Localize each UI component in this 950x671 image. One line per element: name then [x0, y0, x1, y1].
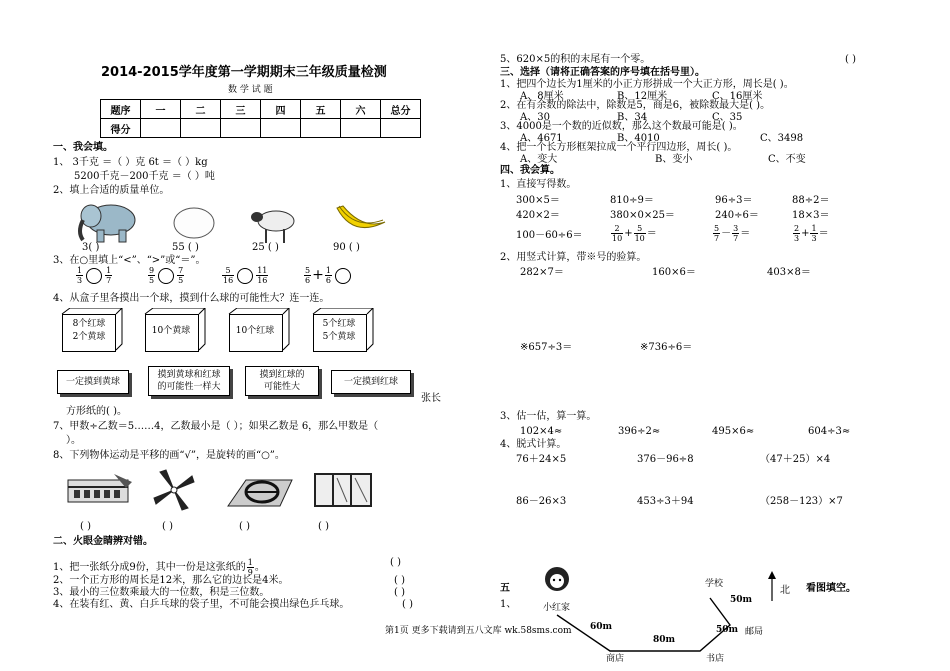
question-7a: 7、甲数÷乙数＝5……4，乙数最小是（ ）；如果乙数是 6，那么甲数是（ [53, 421, 379, 432]
judge-paren[interactable]: ( ) [394, 575, 405, 586]
compare-item-1 [75, 266, 113, 285]
abacus-icon [66, 472, 134, 508]
footer: 第1页 更多下载请到五八文库 wk.58sms.com [385, 626, 572, 636]
choice-option[interactable]: C、16厘米 [712, 91, 763, 102]
judge-paren[interactable]: ( ) [394, 587, 405, 598]
distance-label: 80m [653, 635, 676, 645]
caption-banana: 90 ( ) [333, 242, 360, 253]
calc-item: 160×6＝ [652, 267, 696, 278]
calc-item: ※736÷6＝ [640, 342, 693, 353]
choice-1: 1、把四个边长为1厘米的小正方形拼成一个大正方形，周长是( )。 [500, 79, 794, 90]
choice-option[interactable]: A、8厘米 [520, 91, 564, 102]
table-cell: 得分 [101, 119, 141, 138]
table-cell: 二 [181, 100, 221, 119]
compare-circle[interactable] [237, 268, 253, 284]
place-bookstore: 书店 [706, 654, 725, 664]
calc-item: ※657÷3＝ [520, 342, 573, 353]
question-4: 4、从盒子里各摸出一个球，摸到什么球的可能性大？连一连。 [53, 293, 330, 304]
sheep-icon [248, 203, 302, 245]
answer-blank[interactable]: ( ) [318, 521, 329, 532]
calc-item: （47＋25）×4 [760, 454, 831, 465]
judge-paren[interactable]: ( ) [390, 557, 401, 568]
calc-item: 100－60÷6＝ [516, 230, 583, 241]
choice-4: 4、把一个长方形框架拉成一个平行四边形，周长( )。 [500, 142, 738, 153]
calc-item: 282×7＝ [520, 267, 564, 278]
egg-icon [172, 205, 216, 241]
choice-option[interactable]: C、3498 [760, 133, 804, 144]
choice-3: 3、4000是一个数的近似数，那么这个数最可能是( )。 [500, 121, 743, 132]
score-cell[interactable] [301, 119, 341, 138]
answer-card[interactable]: 摸到黄球和红球 的可能性一样大 [148, 366, 230, 396]
ball-box-label: 5个红球 5个黄球 [322, 319, 356, 342]
compare-item-2 [147, 266, 185, 285]
table-cell: 五 [301, 100, 341, 119]
answer-blank[interactable]: ( ) [239, 521, 250, 532]
judge-1: 1、把一张纸分成9份，其中一份是这张纸的 $\frac{1}{9}$ 。 [53, 558, 265, 577]
score-cell[interactable] [221, 119, 261, 138]
calc-fraction-item: $\frac{2}{10}$ + $\frac{5}{10}$ ＝ [612, 224, 657, 243]
choice-option[interactable]: A、4671 [520, 133, 563, 144]
choice-option[interactable]: B、12厘米 [617, 91, 668, 102]
choice-option[interactable]: B、变小 [655, 154, 693, 165]
fraction: $\frac{1}{9}$ [247, 558, 253, 577]
calc-item: 76＋24×5 [516, 454, 567, 465]
section-1-heading: 一、我会填。 [53, 142, 113, 153]
section-5-subitem: 1、 [500, 599, 517, 610]
place-post-office: 邮局 [745, 627, 764, 637]
choice-option[interactable]: B、4010 [617, 133, 660, 144]
choice-option[interactable]: A、30 [520, 112, 550, 123]
calc-fraction-item: $\frac{2}{3}$ + $\frac{1}{3}$ ＝ [794, 224, 829, 243]
ball-box-label: 10个红球 [235, 326, 275, 336]
table-cell: 六 [341, 100, 381, 119]
fraction: $\frac{1}{3}$ [77, 266, 83, 285]
judge-paren[interactable]: ( ) [845, 54, 856, 65]
map-title: 看图填空。 [806, 583, 856, 594]
ball-box-label: 8个红球 2个黄球 [72, 319, 106, 342]
choice-option[interactable]: C、35 [712, 112, 743, 123]
route-map [530, 565, 780, 671]
girl-avatar-icon [545, 567, 569, 591]
compare-circle[interactable] [158, 268, 174, 284]
fraction: $\frac{9}{5}$ [149, 266, 155, 285]
question-2: 2、填上合适的质量单位。 [53, 185, 170, 196]
judge-2: 2、一个正方形的周长是12米，那么它的边长是4米。 [53, 575, 289, 586]
question-6b: 方形纸的( )。 [66, 406, 127, 417]
calc-item: 300×5＝ [516, 195, 560, 206]
choice-option[interactable]: B、34 [617, 112, 648, 123]
calc-item: 102×4≈ [520, 426, 563, 437]
windmill-icon [152, 468, 196, 512]
score-cell[interactable] [381, 119, 421, 138]
fraction: $\frac{5}{6}$ [305, 266, 311, 285]
section-4-heading: 四、我会算。 [500, 165, 560, 176]
choice-option[interactable]: A、变大 [520, 154, 558, 165]
score-cell[interactable] [341, 119, 381, 138]
caption-sheep: 25 ( ) [252, 242, 279, 253]
calc-item: 403×8＝ [767, 267, 811, 278]
score-table-header-row [101, 100, 421, 119]
fraction: $\frac{5}{16}$ [223, 266, 234, 285]
calc-item: 396÷2≈ [618, 426, 661, 437]
answer-card[interactable]: 一定摸到黄球 [57, 370, 129, 394]
compare-circle[interactable] [335, 268, 351, 284]
north-label: 北 [780, 585, 790, 596]
answer-blank[interactable]: ( ) [162, 521, 173, 532]
question-5: 5、620×5的积的末尾有一个零。 [500, 54, 651, 65]
calc-item: 18×3＝ [792, 210, 830, 221]
calc-item: 88÷2＝ [792, 195, 830, 206]
calc-item: 495×6≈ [712, 426, 755, 437]
question-1a: 1、 3千克 ＝（ ）克 6t ＝（ ）kg [53, 157, 208, 168]
table-cell: 题序 [101, 100, 141, 119]
calc-item: 86－26×3 [516, 496, 567, 507]
fraction: $\frac{11}{16}$ [257, 266, 268, 285]
score-table [100, 99, 421, 138]
answer-card[interactable]: 一定摸到红球 [331, 370, 411, 394]
table-cell: 三 [221, 100, 261, 119]
choice-2: 2、在有余数的除法中，除数是5，商是6，被除数最大是( )。 [500, 100, 771, 111]
calc-3-heading: 3、估一估，算一算。 [500, 411, 597, 422]
score-cell[interactable] [261, 119, 301, 138]
compare-item-4: $\frac{5}{6}$ + $\frac{1}{6}$ [303, 266, 353, 285]
score-table-score-row [101, 119, 421, 138]
calc-1-heading: 1、直接写得数。 [500, 179, 577, 190]
judge-paren[interactable]: ( ) [402, 599, 413, 610]
calc-item: 380×0×25＝ [610, 210, 675, 221]
banana-icon [333, 200, 389, 240]
ball-box-label: 10个黄球 [151, 326, 191, 336]
place-home: 小红家 [543, 603, 571, 613]
compare-circle[interactable] [86, 268, 102, 284]
question-6-tail: 张长 [421, 393, 441, 404]
table-cell: 总分 [381, 100, 421, 119]
question-1b: 5200千克－200千克 ＝（ ）吨 [74, 171, 215, 182]
section-5-heading: 五 [500, 583, 510, 594]
steering-wheel-icon [226, 470, 294, 510]
fraction: $\frac{7}{5}$ [178, 266, 184, 285]
calc-item: 96÷3＝ [715, 195, 753, 206]
answer-blank[interactable]: ( ) [80, 521, 91, 532]
distance-label: 60m [590, 622, 613, 632]
question-8: 8、下列物体运动是平移的画“√”，是旋转的画“○”。 [53, 450, 285, 461]
calc-item: （258－123）×7 [760, 496, 843, 507]
judge-4: 4、在装有红、黄、白乒乓球的袋子里，不可能会摸出绿色乒乓球。 [53, 599, 350, 610]
table-cell: 四 [261, 100, 301, 119]
question-7b: ）。 [66, 435, 81, 446]
judge-3: 3、最小的三位数乘最大的一位数，积是三位数。 [53, 587, 270, 598]
score-cell[interactable] [141, 119, 181, 138]
place-shop: 商店 [606, 654, 625, 664]
exam-subtitle: 数 学 试 题 [228, 85, 273, 95]
table-cell: 一 [141, 100, 181, 119]
caption-elephant: 3( ) [82, 242, 100, 253]
calc-item: 604÷3≈ [808, 426, 851, 437]
score-cell[interactable] [181, 119, 221, 138]
fraction: $\frac{1}{7}$ [106, 266, 112, 285]
calc-2-heading: 2、用竖式计算，带※号的验算。 [500, 252, 647, 263]
calc-item: 420×2＝ [516, 210, 560, 221]
calc-4-heading: 4、脱式计算。 [500, 439, 567, 450]
question-3: 3、在○里填上“<”、“>”或“＝”。 [53, 255, 206, 266]
section-3-heading: 三、选择（请将正确答案的序号填在括号里）。 [500, 67, 705, 78]
calc-item: 240÷6＝ [715, 210, 759, 221]
caption-egg: 55 ( ) [172, 242, 199, 253]
exam-title: 2014-2015学年度第一学期期末三年级质量检测 [101, 65, 387, 80]
calc-item: 810÷9＝ [610, 195, 654, 206]
elephant-icon [73, 198, 143, 248]
choice-option[interactable]: C、不变 [768, 154, 806, 165]
calc-fraction-item: $\frac{5}{7}$ － $\frac{3}{7}$ ＝ [714, 224, 751, 243]
window-icon [313, 470, 373, 510]
distance-label: 50m [730, 595, 753, 605]
compare-item-3 [221, 266, 269, 285]
answer-card[interactable]: 摸到红球的 可能性大 [245, 366, 319, 396]
fraction: $\frac{1}{6}$ [325, 266, 331, 285]
distance-label: 50m [716, 625, 739, 635]
calc-item: 376－96÷8 [637, 454, 694, 465]
calc-item: 453÷3＋94 [637, 496, 694, 507]
place-school: 学校 [705, 579, 724, 589]
box-top-edges [60, 308, 380, 354]
section-2-heading: 二、火眼金睛辨对错。 [53, 536, 153, 547]
